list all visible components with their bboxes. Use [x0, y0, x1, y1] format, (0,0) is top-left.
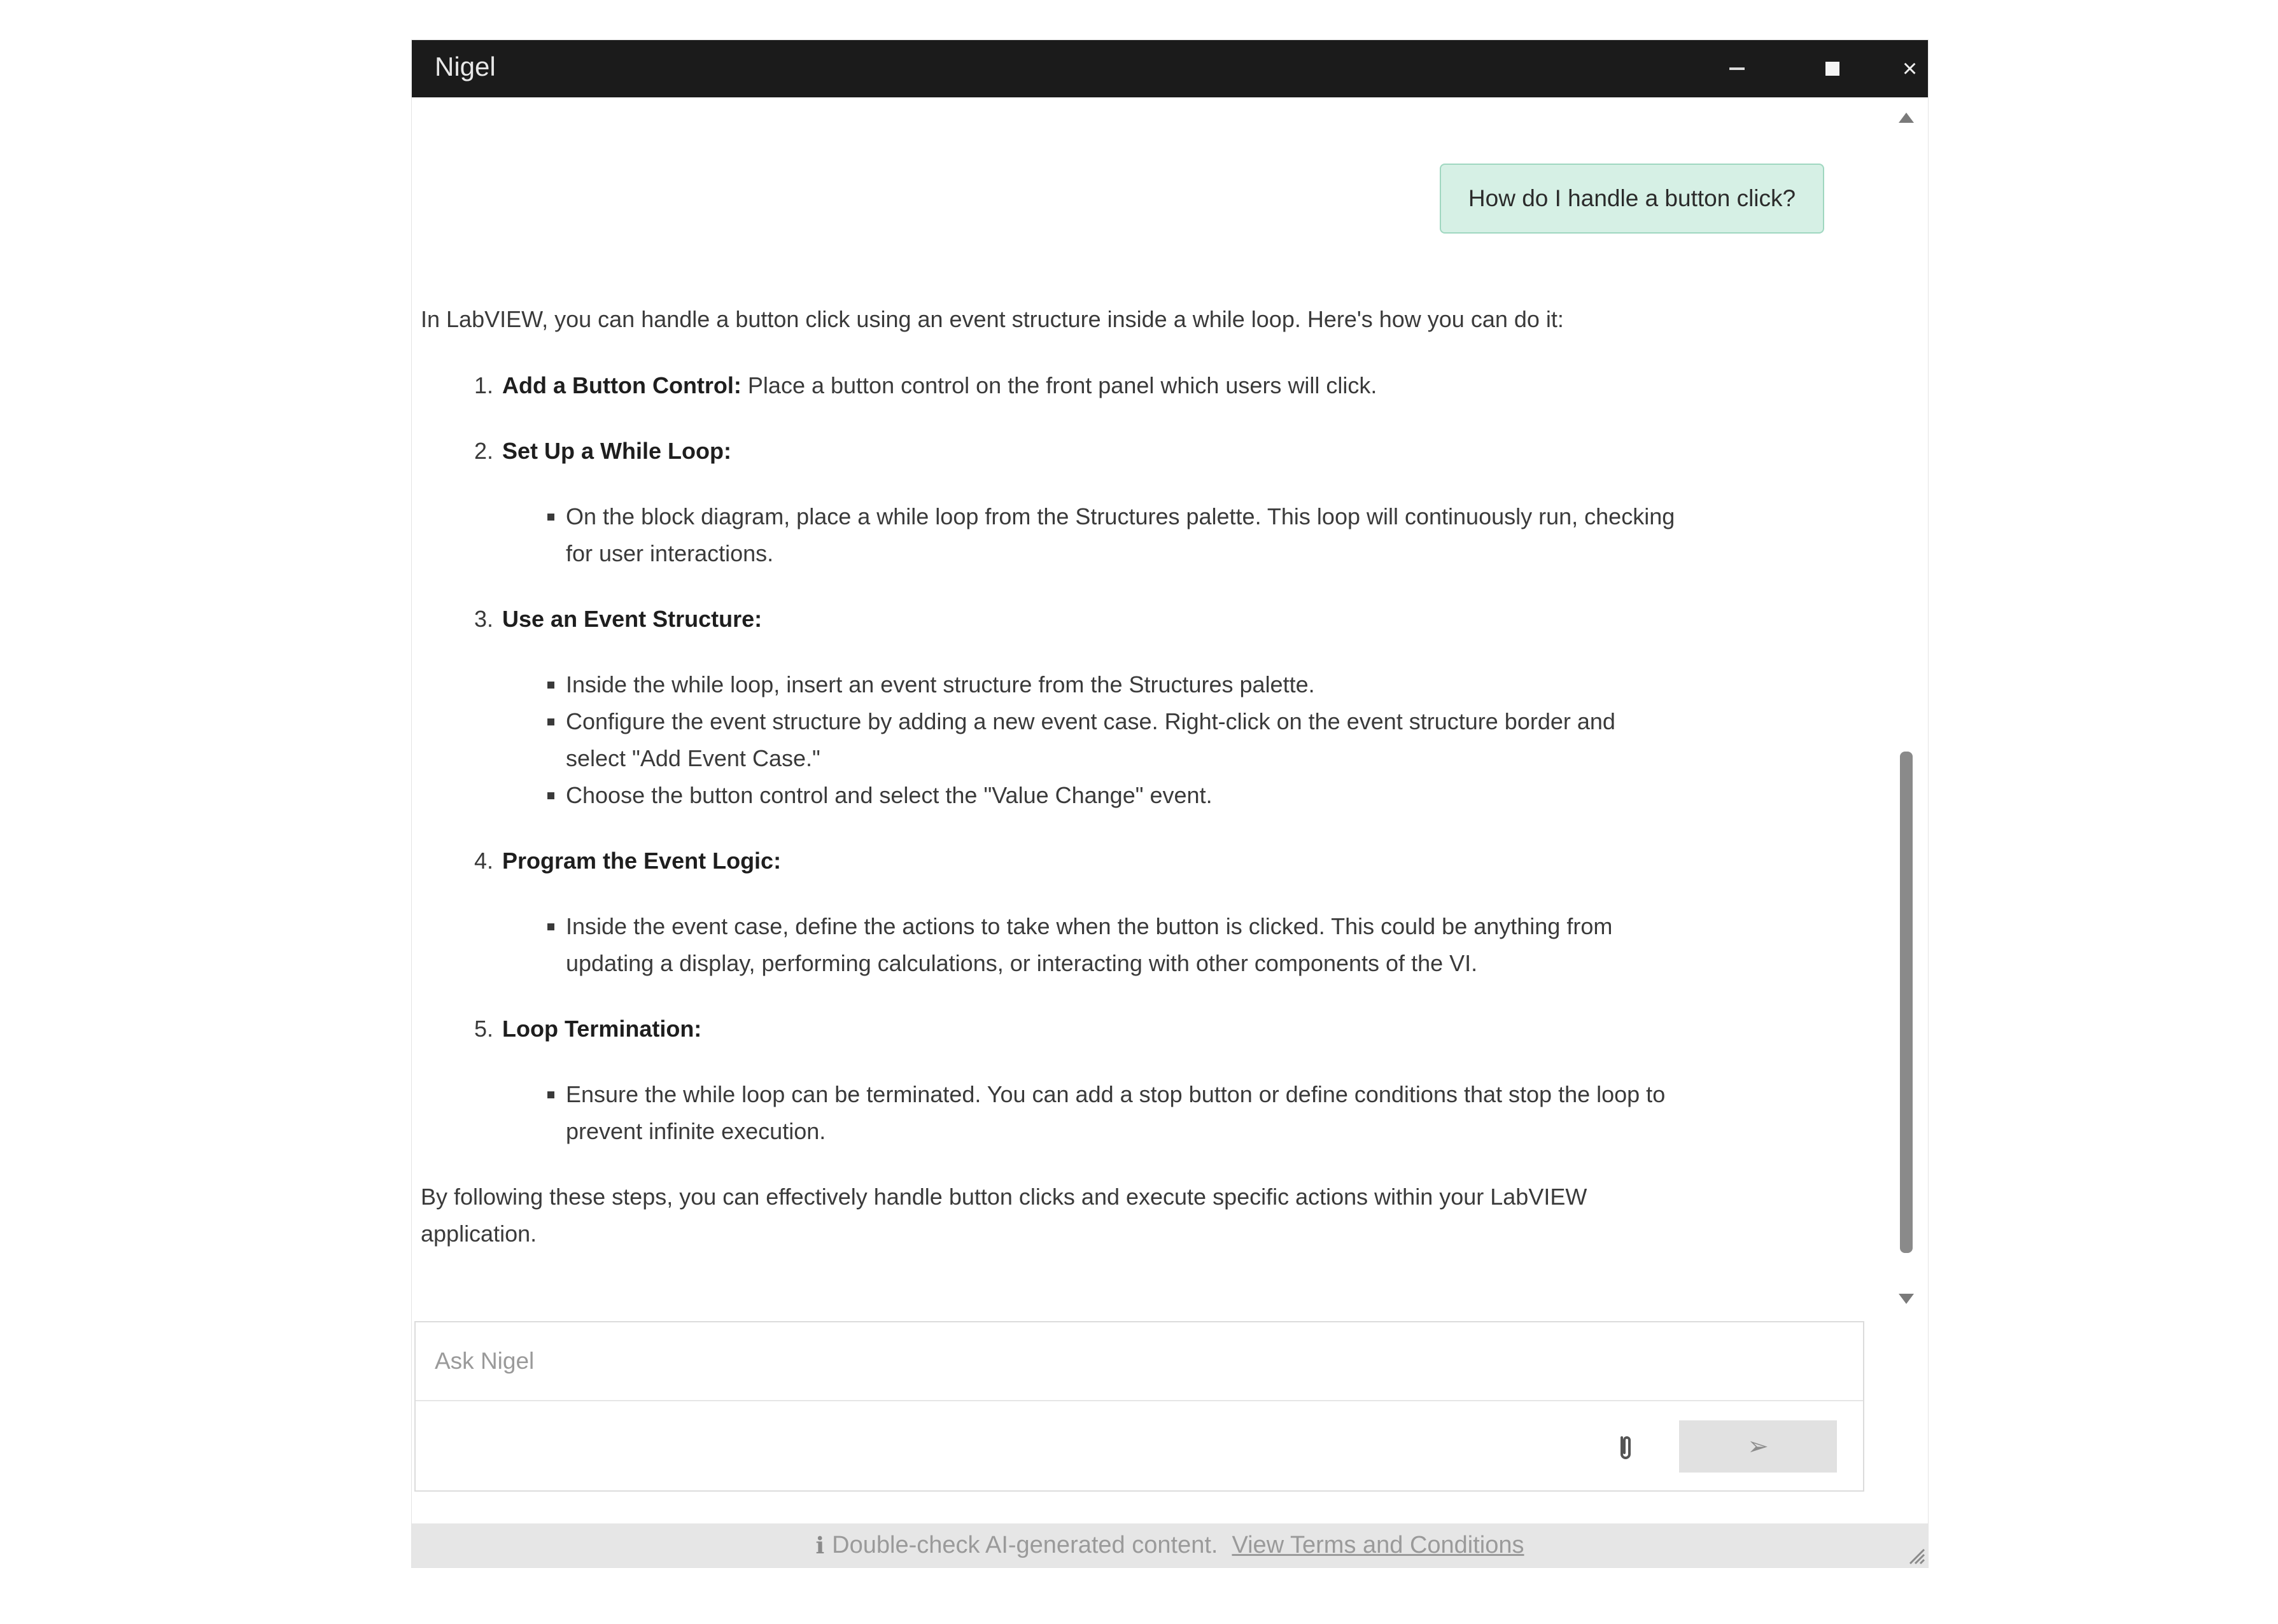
step-title: Set Up a While Loop: [502, 438, 731, 464]
resize-grip-icon[interactable] [1906, 1546, 1925, 1565]
paperclip-icon [1615, 1432, 1635, 1464]
assistant-outro: By following these steps, you can effectively handle button clicks and execute specific actions within your LabVIEW application. [421, 1184, 1587, 1247]
title-bar[interactable] [412, 40, 1928, 97]
step-title: Program the Event Logic: [502, 848, 782, 874]
step-bullets [502, 908, 1694, 982]
attach-button[interactable] [1606, 1423, 1644, 1474]
step-item [500, 433, 1694, 572]
chat-scrollbar[interactable] [1894, 104, 1919, 1300]
step-item [500, 843, 1694, 982]
ask-input[interactable] [416, 1322, 1863, 1401]
minimize-button[interactable] [1702, 40, 1772, 97]
send-button[interactable] [1679, 1420, 1837, 1473]
scroll-down-arrow-icon[interactable] [1899, 1294, 1914, 1304]
info-icon: ℹ [815, 1532, 825, 1558]
minimize-icon [1729, 67, 1745, 70]
step-bullets [502, 498, 1694, 572]
assistant-window [412, 40, 1928, 1567]
step-item [500, 601, 1694, 814]
step-bullets [502, 1076, 1694, 1150]
step-list [421, 367, 1694, 1150]
step-text: Place a button control on the front panel which users will click. [741, 372, 1377, 398]
step-bullet: ▪ On the block diagram, place a while loop from the Structures palette. This loop will continuously run, checking for user interactions. [566, 498, 1677, 572]
step-bullet: ▪ Choose the button control and select the "Value Change" event. [566, 777, 1677, 814]
user-message-text: How do I handle a button click? [1468, 185, 1796, 211]
user-message-bubble [1440, 164, 1824, 234]
step-bullet: ▪ Inside the event case, define the actions to take when the button is clicked. This could be anything from updating a display, performing calculations, or interacting with other components of the VI. [566, 908, 1677, 982]
step-bullet: ▪ Inside the while loop, insert an event structure from the Structures palette. [566, 666, 1677, 703]
maximize-button[interactable] [1797, 40, 1867, 97]
close-icon: × [1902, 55, 1918, 83]
window-title: Nigel [435, 52, 496, 81]
step-bullets [502, 666, 1694, 814]
assistant-intro: In LabVIEW, you can handle a button click using an event structure inside a while loop. Here's how you can do it: [421, 306, 1564, 332]
step-title: Add a Button Control: [502, 372, 742, 398]
composer [414, 1321, 1864, 1492]
step-title: Use an Event Structure: [502, 606, 763, 632]
step-bullet: ▪ Configure the event structure by adding a new event case. Right-click on the event structure border and select "Add Event Case." [566, 703, 1677, 777]
close-button[interactable] [1892, 40, 1928, 97]
scroll-up-arrow-icon[interactable] [1899, 113, 1914, 123]
disclaimer-bar [412, 1523, 1928, 1567]
step-item [500, 1011, 1694, 1150]
send-icon: ➢ [1747, 1432, 1769, 1460]
terms-link[interactable]: View Terms and Conditions [1232, 1532, 1524, 1558]
step-item [500, 367, 1694, 404]
maximize-icon [1825, 62, 1839, 76]
scroll-thumb[interactable] [1900, 752, 1913, 1253]
assistant-response [421, 301, 1694, 1252]
step-title: Loop Termination: [502, 1016, 702, 1042]
disclaimer-text: Double-check AI-generated content. [832, 1532, 1218, 1558]
step-bullet: ▪ Ensure the while loop can be terminated. You can add a stop button or define conditions that stop the loop to prevent infinite execution. [566, 1076, 1677, 1150]
chat-transcript[interactable] [412, 97, 1928, 1326]
